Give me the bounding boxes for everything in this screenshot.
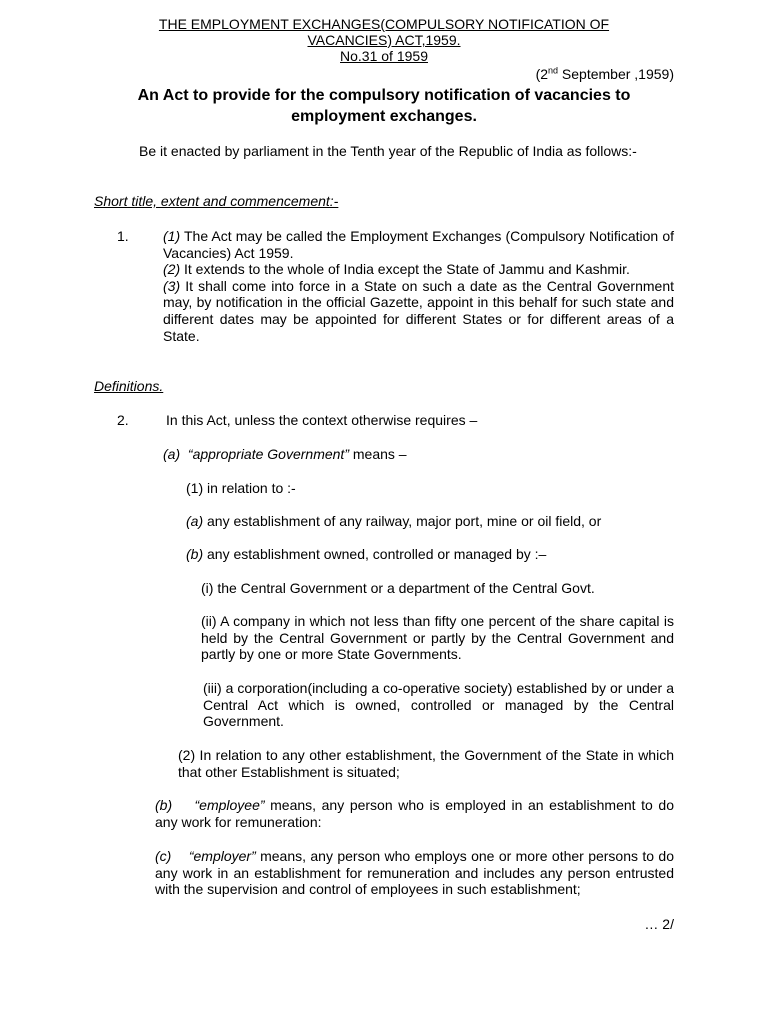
clause-a-term: “appropriate Government” bbox=[187, 446, 349, 462]
section1-sub1-label: (1) bbox=[163, 228, 181, 244]
section1-sub2-text: It extends to the whole of India except the State of Jammu and Kashmir. bbox=[180, 261, 630, 278]
section1-body bbox=[163, 228, 674, 344]
act-header-line1: THE EMPLOYMENT EXCHANGES(COMPULSORY NOTIFICATION OF bbox=[158, 16, 610, 32]
clause-a1a-label: (a) bbox=[186, 513, 204, 529]
clause-c-term: “employer” bbox=[188, 848, 256, 864]
act-header-line2: VACANCIES) ACT,1959. bbox=[307, 32, 461, 48]
act-date bbox=[380, 66, 674, 82]
section1-sub2 bbox=[163, 261, 674, 278]
section2-heading-text: Definitions. bbox=[94, 378, 164, 394]
page-continuation: … 2/ bbox=[644, 916, 674, 932]
clause-iii: (iii) a corporation(including a co-operative society) established by or under a Central Act which is owned, controlled or managed by the Central Government. bbox=[203, 680, 674, 730]
enacting-clause: Be it enacted by parliament in the Tenth year of the Republic of India as follows:- bbox=[139, 143, 637, 159]
section1-sub1 bbox=[163, 228, 674, 261]
clause-b-text: means, any person who is employed in an establishment to do any work for remuneration: bbox=[155, 797, 674, 830]
clause-a2: (2) In relation to any other establishment, the Government of the State in which that other Establishment is situated; bbox=[178, 747, 674, 780]
clause-a1a bbox=[186, 513, 601, 529]
clause-c-label: (c) bbox=[155, 848, 172, 864]
section2-heading bbox=[94, 378, 163, 394]
clause-c-text: means, any person who employs one or more other persons to do any work in an establishment for remuneration and includes any person entrusted with the supervision and control of employees in such establishment; bbox=[155, 848, 674, 898]
act-date-sup: nd bbox=[548, 65, 559, 76]
clause-a-label: (a) bbox=[163, 446, 181, 462]
act-title-line1: An Act to provide for the compulsory notification of vacancies to bbox=[137, 87, 631, 104]
act-title-line2: employment exchanges. bbox=[291, 108, 477, 125]
section1-number: 1. bbox=[117, 228, 129, 244]
section1-heading bbox=[94, 193, 338, 209]
act-date-pre: (2 bbox=[535, 66, 549, 82]
section1-sub3-text: It shall come into force in a State on such a date as the Central Government may, by notification in the official Gazette, appoint in this behalf for such state and different dates may be appointed for different States or for different areas of a State. bbox=[163, 277, 674, 344]
act-header bbox=[94, 16, 674, 64]
clause-a1a-text: any establishment of any railway, major port, mine or oil field, or bbox=[203, 513, 602, 529]
act-number: No.31 of 1959 bbox=[340, 48, 428, 64]
section1-sub3-label: (3) bbox=[163, 277, 181, 294]
clause-a-post: means – bbox=[348, 446, 407, 462]
clause-i: (i) the Central Government or a department of the Central Govt. bbox=[201, 580, 595, 596]
section1-sub1-text: The Act may be called the Employment Exchanges (Compulsory Notification of Vacancies) Act 1959. bbox=[163, 228, 674, 261]
clause-c bbox=[155, 848, 674, 898]
clause-b-term: “employee” bbox=[194, 797, 265, 813]
act-date-post: September ,1959) bbox=[558, 66, 674, 82]
clause-b-label: (b) bbox=[155, 797, 173, 813]
section1-sub2-label: (2) bbox=[163, 261, 181, 278]
clause-a bbox=[163, 446, 407, 462]
section2-intro: In this Act, unless the context otherwise requires – bbox=[166, 412, 478, 428]
clause-ii: (ii) A company in which not less than fifty one percent of the share capital is held by the Central Government or partly by the Central Government and partly by one or more State Governments. bbox=[201, 613, 674, 663]
clause-a1: (1) in relation to :- bbox=[186, 480, 296, 496]
clause-a1b-label: (b) bbox=[186, 546, 204, 562]
section1-heading-text: Short title, extent and commencement:- bbox=[94, 193, 339, 209]
section2-number: 2. bbox=[117, 412, 129, 428]
act-title bbox=[94, 85, 674, 127]
clause-a1b-text: any establishment owned, controlled or managed by :– bbox=[203, 546, 547, 562]
section1-sub3 bbox=[163, 278, 674, 344]
clause-a1b bbox=[186, 546, 546, 562]
clause-b bbox=[155, 797, 674, 830]
